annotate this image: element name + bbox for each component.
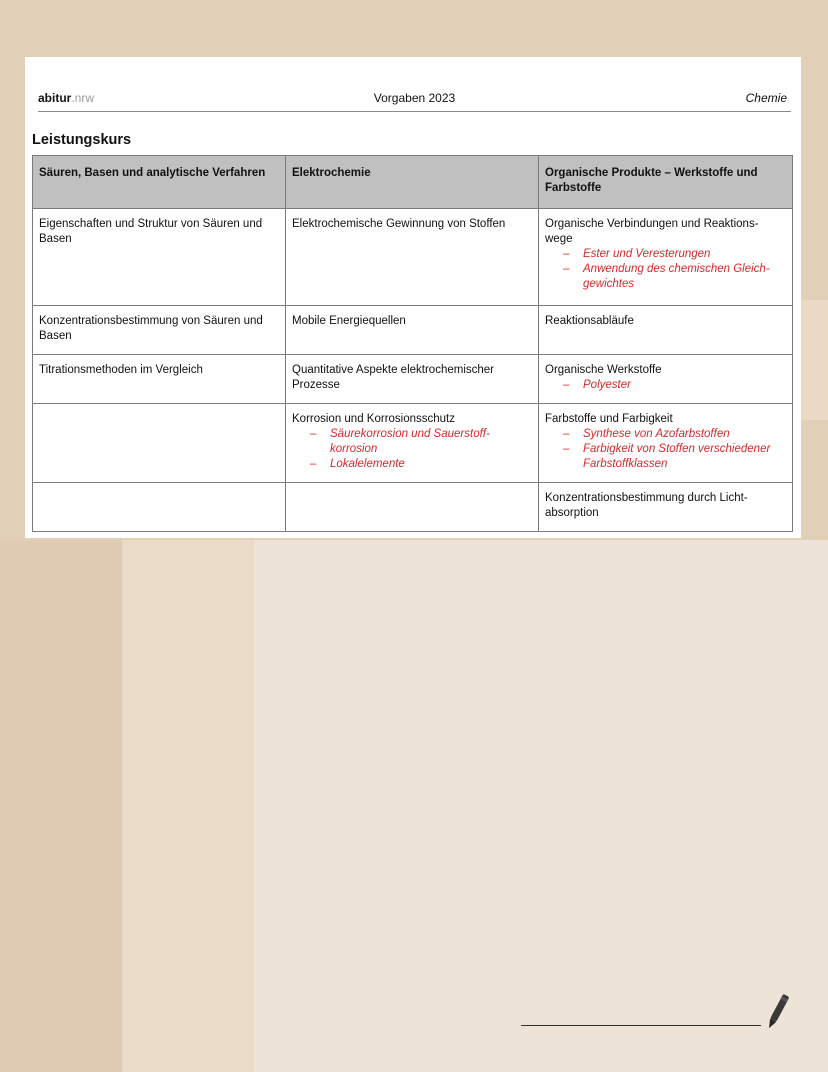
subtopic-item: – Säurekorrosion und Sauerstoff-korrosion [310, 427, 532, 457]
table-cell [33, 355, 286, 404]
topic-text: Eigenschaften und Struktur von Säuren und Basen [39, 218, 263, 245]
header-center-title: Vorgaben 2023 [373, 91, 456, 105]
topic-text: Quantitative Aspekte elektrochemischer Prozesse [292, 364, 494, 391]
topic-text: Korrosion und Korrosionsschutz [292, 413, 455, 425]
subtopic-list [292, 427, 532, 472]
table-cell [33, 306, 286, 355]
brand-name: abitur [38, 91, 72, 105]
table-header-row [33, 156, 793, 209]
topic-text: Titrationsmethoden im Vergleich [39, 364, 203, 376]
topic-text: Konzentrationsbestimmung von Säuren und Basen [39, 315, 263, 342]
topic-text: Mobile Energiequellen [292, 315, 406, 327]
course-title: Leistungskurs [32, 132, 132, 148]
header-subject: Chemie [745, 91, 787, 105]
table-cell [286, 404, 539, 483]
subtopic-item: – Ester und Veresterungen [563, 247, 786, 262]
table-cell [539, 404, 793, 483]
table-cell [286, 209, 539, 306]
topic-text: Konzentrationsbestimmung durch Licht-absorption [545, 492, 748, 519]
background-right-panel [254, 540, 828, 1072]
column-header: Organische Produkte – Werkstoffe und Farbstoffe [539, 156, 793, 209]
table-cell [286, 355, 539, 404]
background-left-panel [0, 540, 122, 1072]
column-header: Elektrochemie [286, 156, 539, 209]
topic-text: Reaktionsabläufe [545, 315, 634, 327]
topic-text: Organische Werkstoffe [545, 364, 662, 376]
document-page [25, 57, 801, 538]
subtopic-item: – Lokalelemente [310, 457, 532, 472]
background-strip [800, 300, 828, 420]
table-row [33, 483, 793, 532]
table-cell [539, 209, 793, 306]
table-cell [539, 355, 793, 404]
table-cell [539, 306, 793, 355]
subtopic-item: – Synthese von Azofarbstoffen [563, 427, 786, 442]
column-header: Säuren, Basen und analytische Verfahren [33, 156, 286, 209]
table-cell [33, 209, 286, 306]
table-row [33, 355, 793, 404]
topic-text: Organische Verbindungen und Reaktions-wege [545, 218, 759, 245]
table-row [33, 306, 793, 355]
table-cell [286, 483, 539, 532]
page-header [38, 91, 791, 112]
subtopic-item: – Farbigkeit von Stoffen verschiedener Farbstoffklassen [563, 442, 786, 472]
curriculum-table [32, 155, 793, 532]
table-cell [286, 306, 539, 355]
subtopic-item: – Anwendung des chemischen Gleich-gewichtes [563, 262, 786, 292]
subtopic-list [545, 247, 786, 292]
table-row [33, 209, 793, 306]
subtopic-list [545, 427, 786, 472]
subtopic-list [545, 378, 786, 393]
table-cell [33, 483, 286, 532]
subtopic-item: – Polyester [563, 378, 786, 393]
signature-line [521, 1025, 761, 1026]
table-cell [539, 483, 793, 532]
pen-icon [762, 992, 792, 1032]
topic-text: Farbstoffe und Farbigkeit [545, 413, 673, 425]
table-row [33, 404, 793, 483]
background-middle-panel [122, 540, 254, 1072]
brand-suffix: .nrw [71, 91, 95, 105]
table-cell [33, 404, 286, 483]
topic-text: Elektrochemische Gewinnung von Stoffen [292, 218, 506, 230]
